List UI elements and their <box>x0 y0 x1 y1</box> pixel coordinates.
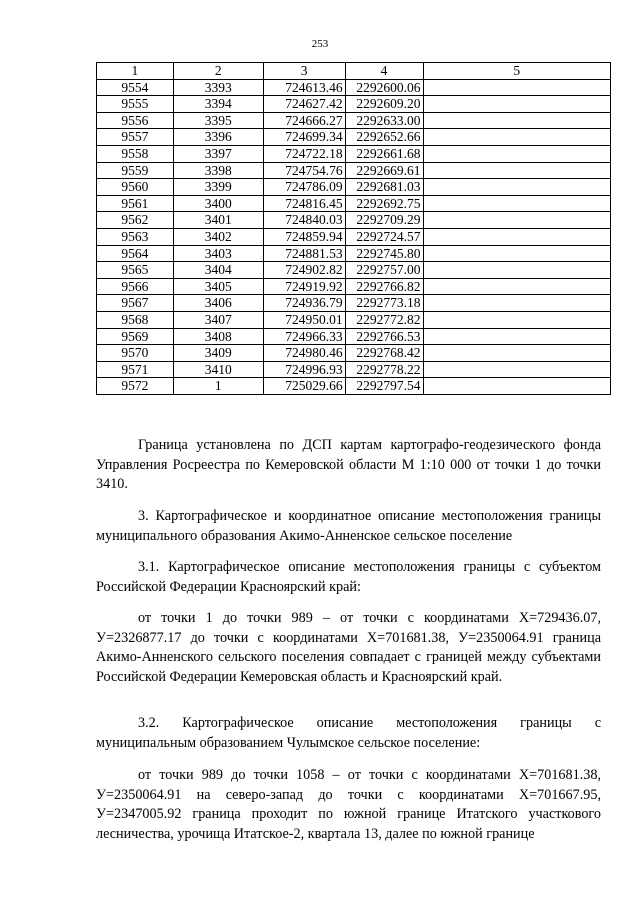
table-cell <box>423 129 610 146</box>
table-cell: 724786.09 <box>263 179 345 196</box>
table-cell <box>423 112 610 129</box>
table-cell: 3407 <box>173 311 263 328</box>
table-cell: 724881.53 <box>263 245 345 262</box>
table-row <box>97 345 611 362</box>
table-cell: 9564 <box>97 245 174 262</box>
table-cell: 3393 <box>173 79 263 96</box>
table-cell: 2292709.29 <box>345 212 423 229</box>
table-row <box>97 378 611 395</box>
table-cell: 724950.01 <box>263 311 345 328</box>
table-cell: 9568 <box>97 311 174 328</box>
column-header: 3 <box>263 63 345 80</box>
table-cell <box>423 228 610 245</box>
table-cell: 9554 <box>97 79 174 96</box>
table-cell: 9572 <box>97 378 174 395</box>
table-cell: 2292652.66 <box>345 129 423 146</box>
table-cell: 724859.94 <box>263 228 345 245</box>
table-cell <box>423 345 610 362</box>
table-cell: 9563 <box>97 228 174 245</box>
table-row <box>97 311 611 328</box>
table-cell <box>423 295 610 312</box>
table-row <box>97 79 611 96</box>
table-cell: 9565 <box>97 262 174 279</box>
table-cell: 2292757.00 <box>345 262 423 279</box>
table-cell: 9556 <box>97 112 174 129</box>
table-cell: 3405 <box>173 278 263 295</box>
table-cell <box>423 278 610 295</box>
table-cell: 9569 <box>97 328 174 345</box>
table-cell: 2292773.18 <box>345 295 423 312</box>
table-cell: 9571 <box>97 361 174 378</box>
table-cell: 724754.76 <box>263 162 345 179</box>
table-cell: 724980.46 <box>263 345 345 362</box>
table-cell: 724699.34 <box>263 129 345 146</box>
table-cell: 3394 <box>173 96 263 113</box>
table-cell: 3406 <box>173 295 263 312</box>
table-cell: 724666.27 <box>263 112 345 129</box>
table-body <box>97 79 611 394</box>
table-row <box>97 162 611 179</box>
table-cell <box>423 361 610 378</box>
table-cell: 9562 <box>97 212 174 229</box>
table-row <box>97 278 611 295</box>
table-row <box>97 262 611 279</box>
column-header: 5 <box>423 63 610 80</box>
table-cell <box>423 79 610 96</box>
table-cell <box>423 212 610 229</box>
table-cell: 2292681.03 <box>345 179 423 196</box>
table-cell: 724966.33 <box>263 328 345 345</box>
table-row <box>97 129 611 146</box>
table-row <box>97 179 611 196</box>
table-cell: 3398 <box>173 162 263 179</box>
paragraph-chulym-boundary: от точки 989 до точки 1058 – от точки с координатами Х=701681.38, У=2350064.91 на северо-запад до точки с координатами Х=701667.95, У=2347005.92 граница проходит по южной границе Итатского участкового лесничества, урочища Итатское-2, квартала 13, далее по южной границе <box>96 767 601 842</box>
table-row <box>97 112 611 129</box>
table-cell <box>423 245 610 262</box>
table-cell: 9566 <box>97 278 174 295</box>
table-cell: 9555 <box>97 96 174 113</box>
table-cell: 3396 <box>173 129 263 146</box>
table-cell: 9567 <box>97 295 174 312</box>
table-cell: 9559 <box>97 162 174 179</box>
column-header: 2 <box>173 63 263 80</box>
table-cell: 3402 <box>173 228 263 245</box>
table-cell: 724840.03 <box>263 212 345 229</box>
table-cell: 3397 <box>173 145 263 162</box>
table-cell <box>423 162 610 179</box>
table-cell: 2292724.57 <box>345 228 423 245</box>
table-cell <box>423 179 610 196</box>
table-cell: 724722.18 <box>263 145 345 162</box>
table-cell: 724816.45 <box>263 195 345 212</box>
table-cell: 9557 <box>97 129 174 146</box>
column-header: 1 <box>97 63 174 80</box>
table-cell: 2292745.80 <box>345 245 423 262</box>
table-cell: 724996.93 <box>263 361 345 378</box>
table-cell <box>423 328 610 345</box>
table-cell: 2292766.82 <box>345 278 423 295</box>
table-row <box>97 328 611 345</box>
table-cell: 9561 <box>97 195 174 212</box>
table-cell: 2292772.82 <box>345 311 423 328</box>
table-cell: 2292778.22 <box>345 361 423 378</box>
table-cell: 3410 <box>173 361 263 378</box>
table-cell: 3408 <box>173 328 263 345</box>
table-cell: 2292768.42 <box>345 345 423 362</box>
table-cell: 3395 <box>173 112 263 129</box>
table-cell: 1 <box>173 378 263 395</box>
table-row <box>97 145 611 162</box>
table-row <box>97 295 611 312</box>
table-cell <box>423 311 610 328</box>
section-heading-3: 3. Картографическое и координатное описание местоположения границы муниципального образования Акимо-Анненское сельское поселение <box>96 508 601 544</box>
table-cell: 2292600.06 <box>345 79 423 96</box>
table-cell: 3399 <box>173 179 263 196</box>
table-header-row <box>97 63 611 80</box>
table-cell: 2292633.00 <box>345 112 423 129</box>
paragraph-boundary-source: Граница установлена по ДСП картам картографо-геодезического фонда Управления Росреестра по Кемеровской области М 1:10 000 от точки 1 до точки 3410. <box>96 437 601 493</box>
table-row <box>97 96 611 113</box>
table-cell: 9570 <box>97 345 174 362</box>
table-cell <box>423 145 610 162</box>
table-cell <box>423 195 610 212</box>
table-cell <box>423 96 610 113</box>
table-row <box>97 228 611 245</box>
table-cell: 3403 <box>173 245 263 262</box>
table-cell: 3401 <box>173 212 263 229</box>
section-heading-3-1: 3.1. Картографическое описание местоположения границы с субъектом Российской Федерации Красноярский край: <box>96 559 601 595</box>
table-row <box>97 212 611 229</box>
table-row <box>97 245 611 262</box>
table-cell: 2292669.61 <box>345 162 423 179</box>
table-cell: 724613.46 <box>263 79 345 96</box>
table-cell: 724919.92 <box>263 278 345 295</box>
section-heading-3-2: 3.2. Картографическое описание местоположения границы с муниципальным образованием Чулымское сельское поселение: <box>96 715 601 751</box>
table-cell: 2292766.53 <box>345 328 423 345</box>
table-cell: 2292692.75 <box>345 195 423 212</box>
table-cell: 3400 <box>173 195 263 212</box>
table-cell <box>423 262 610 279</box>
table-cell: 2292609.20 <box>345 96 423 113</box>
table-row <box>97 361 611 378</box>
paragraph-krasnoyarsk-boundary: от точки 1 до точки 989 – от точки с координатами Х=729436.07, У=2326877.17 до точки с координатами Х=701681.38, У=2350064.91 граница Акимо-Анненского сельского поселения совпадает с границей между субъектами Российской Федерации Кемеровская область и Красноярский край. <box>96 610 601 685</box>
table-cell: 9560 <box>97 179 174 196</box>
table-cell: 9558 <box>97 145 174 162</box>
table-cell: 2292661.68 <box>345 145 423 162</box>
table-row <box>97 195 611 212</box>
table-cell: 3404 <box>173 262 263 279</box>
table-cell: 3409 <box>173 345 263 362</box>
table-cell: 2292797.54 <box>345 378 423 395</box>
table-cell: 725029.66 <box>263 378 345 395</box>
table-cell: 724936.79 <box>263 295 345 312</box>
coordinates-table <box>96 62 611 395</box>
page-number: 253 <box>311 38 329 50</box>
table-cell <box>423 378 610 395</box>
column-header: 4 <box>345 63 423 80</box>
table-cell: 724627.42 <box>263 96 345 113</box>
table-cell: 724902.82 <box>263 262 345 279</box>
